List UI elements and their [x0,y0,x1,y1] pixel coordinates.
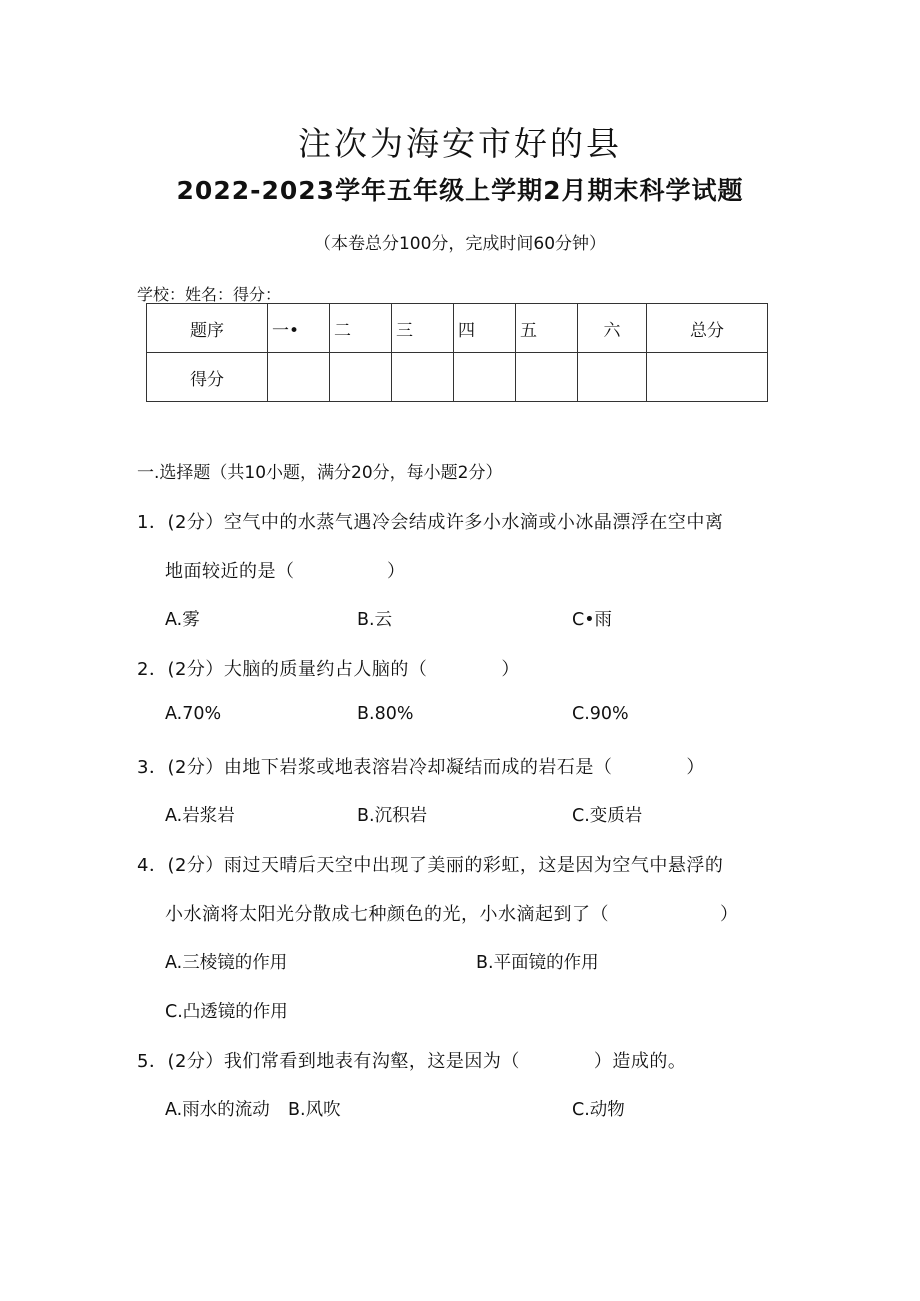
table-header-cell: 题序 [147,304,268,353]
score-table [146,303,768,402]
question-2-option-b[interactable]: B.80% [357,704,414,724]
question-1-option-b[interactable]: B.云 [357,610,393,630]
table-header-cell: 三 [392,304,454,353]
table-header-cell: 六 [578,304,647,353]
question-4-line1: 4．(2分）雨过天晴后天空中出现了美丽的彩虹，这是因为空气中悬浮的 [137,855,724,876]
question-3-option-c[interactable]: C.变质岩 [572,806,643,826]
exam-title-line1: 注次为海安市好的县 [298,124,622,163]
question-5-option-a[interactable]: A.雨水的流动 [165,1100,270,1120]
score-table-score-row [147,353,768,402]
table-header-cell: 一• [268,304,330,353]
score-cell[interactable] [454,353,516,402]
question-2-option-c[interactable]: C.90% [572,704,629,724]
question-1-option-c[interactable]: C•雨 [572,610,613,630]
question-4-option-b[interactable]: B.平面镜的作用 [476,953,599,973]
score-cell[interactable] [578,353,647,402]
table-header-cell: 二 [330,304,392,353]
question-3-option-b[interactable]: B.沉积岩 [357,806,428,826]
question-2-option-a[interactable]: A.70% [165,704,222,724]
table-row-label: 得分 [147,353,268,402]
student-info-line: 学校：姓名：得分： [137,285,282,304]
table-header-cell: 四 [454,304,516,353]
question-5-option-c[interactable]: C.动物 [572,1100,625,1120]
question-5-option-b[interactable]: B.风吹 [288,1100,341,1120]
question-2-line1: 2．(2分）大脑的质量约占人脑的（ ） [137,659,520,680]
question-4-option-c[interactable]: C.凸透镜的作用 [165,1002,288,1022]
score-table-header-row [147,304,768,353]
score-cell[interactable] [268,353,330,402]
question-3-option-a[interactable]: A.岩浆岩 [165,806,235,826]
question-1-option-a[interactable]: A.雾 [165,610,200,630]
question-4-line2: 小水滴将太阳光分散成七种颜色的光，小水滴起到了（ ） [165,904,739,925]
question-4-option-a[interactable]: A.三棱镜的作用 [165,953,288,973]
question-1-line1: 1．(2分）空气中的水蒸气遇冷会结成许多小水滴或小冰晶漂浮在空中离 [137,512,724,533]
question-1-line2: 地面较近的是（ ） [165,561,406,582]
exam-title-line2: 2022-2023学年五年级上学期2月期末科学试题 [176,176,744,205]
section-heading: 一.选择题（共10小题，满分20分，每小题2分） [137,463,503,483]
score-cell[interactable] [647,353,768,402]
score-cell[interactable] [330,353,392,402]
exam-subtitle: （本卷总分100分，完成时间60分钟） [313,234,607,254]
question-5-line1: 5．(2分）我们常看到地表有沟壑，这是因为（ ）造成的。 [137,1051,687,1072]
question-3-line1: 3．(2分）由地下岩浆或地表溶岩冷却凝结而成的岩石是（ ） [137,757,705,778]
score-cell[interactable] [516,353,578,402]
score-cell[interactable] [392,353,454,402]
table-header-cell: 总分 [647,304,768,353]
table-header-cell: 五 [516,304,578,353]
